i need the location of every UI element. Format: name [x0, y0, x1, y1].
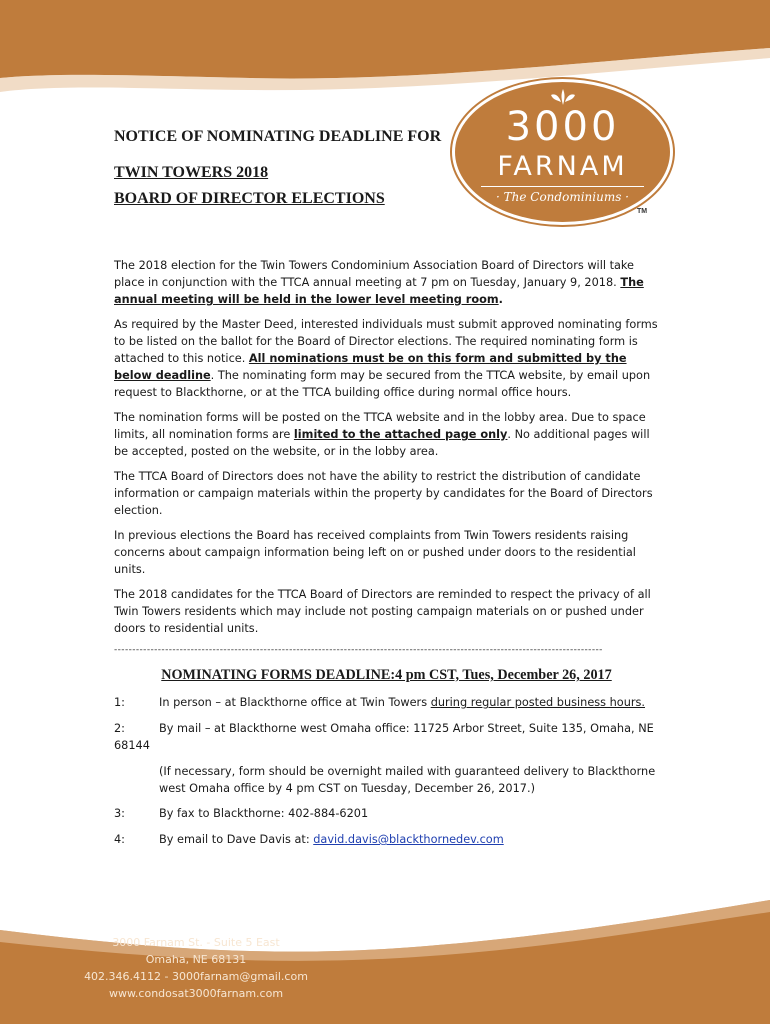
heading-line-2: TWIN TOWERS 2018	[114, 164, 269, 181]
paragraph-master-deed-end: . The nominating form may be secured from the TTCA website, by email upon request to Blackthorne, or at the TTCA building office during normal office hours.	[114, 369, 651, 399]
method-email	[114, 831, 659, 848]
method-number: 3:	[114, 807, 125, 820]
paragraph-posting-end: . No additional pages will be accepted, posted on the website, or in the lobby area.	[114, 428, 650, 458]
notice-content	[114, 125, 659, 857]
footer-website: www.condosat3000farnam.com	[108, 987, 284, 1000]
logo-word: FARNAM	[497, 151, 628, 182]
method-text: By mail – at Blackthorne west Omaha office: 11725 Arbor Street, Suite 135, Omaha, NE 68144	[114, 722, 654, 752]
footer-contact	[0, 934, 400, 1002]
method-number: 2:	[114, 722, 125, 735]
method-number: 4:	[114, 833, 125, 846]
page-limit-emphasis: limited to the attached page only	[293, 428, 508, 441]
heading-line-3: BOARD OF DIRECTOR ELECTIONS	[114, 190, 385, 207]
method-text: By fax to Blackthorne: 402-884-6201	[159, 807, 369, 820]
paragraph-election-text: The 2018 election for the Twin Towers Condominium Association Board of Directors will take place in conjunction with the TTCA annual meeting at 7 pm on Tuesday, January 9, 2018.	[114, 259, 635, 289]
method-text: In person – at Blackthorne office at Twin Towers	[159, 696, 431, 709]
method-in-person	[114, 694, 659, 711]
3000-farnam-logo	[455, 82, 670, 222]
logo-rule	[481, 186, 644, 187]
method-number: 1:	[114, 696, 125, 709]
footer-phone-email: 402.346.4112 - 3000farnam@gmail.com	[84, 970, 308, 983]
method-mail	[114, 720, 659, 754]
footer-address: 3000 Farnam St. - Suite 5 East	[112, 936, 280, 949]
mail-note: (If necessary, form should be overnight mailed with guaranteed delivery to Blackthorne west Omaha office by 4 pm CST on Tuesday, December 26, 2017.)	[159, 765, 656, 795]
paragraph-master-deed-text: As required by the Master Deed, interested individuals must submit approved nominating forms to be listed on the ballot for the Board of Director elections. The required nominating form is attached to this notice.	[114, 318, 658, 365]
business-hours-emphasis: during regular posted business hours.	[430, 696, 645, 709]
paragraph-distribution: The TTCA Board of Directors does not have the ability to restrict the distribution of candidate information or campaign materials within the property by candidates for the Board of Directors election.	[114, 470, 653, 517]
email-link[interactable]: david.davis@blackthornedev.com	[313, 833, 504, 846]
paragraph-posting-text: The nomination forms will be posted on the TTCA website and in the lobby area. Due to space limits, all nomination forms are	[114, 411, 646, 441]
paragraph-election-end: .	[498, 293, 503, 306]
paragraph-master-deed	[114, 316, 659, 401]
footer-city: Omaha, NE 68131	[145, 953, 247, 966]
paragraph-posting	[114, 409, 659, 460]
trademark-mark: TM	[637, 208, 648, 215]
method-text: By email to Dave Davis at:	[159, 833, 314, 846]
paragraph-complaints: In previous elections the Board has received complaints from Twin Towers residents raising concerns about campaign information being left on or pushed under doors to the residential units.	[114, 529, 636, 576]
separator-line: --------------------------------------------------------------------------------------------------------------------------------------	[114, 645, 603, 655]
deadline-heading: NOMINATING FORMS DEADLINE:4 pm CST, Tues, December 26, 2017	[161, 667, 612, 683]
logo-tagline: · The Condominiums ·	[496, 190, 629, 204]
paragraph-privacy: The 2018 candidates for the TTCA Board of Directors are reminded to respect the privacy of all Twin Towers residents which may include not posting campaign materials on or pushed under doors to residential units.	[114, 588, 651, 635]
method-fax	[114, 805, 659, 822]
heading-line-1: NOTICE OF NOMINATING DEADLINE FOR	[114, 128, 442, 145]
nomination-deadline-emphasis: All nominations must be on this form and submitted by the below deadline	[114, 352, 627, 382]
logo-number: 3000	[505, 104, 620, 150]
meeting-location-emphasis: The annual meeting will be held in the lower level meeting room	[114, 276, 644, 306]
paragraph-election	[114, 257, 659, 308]
